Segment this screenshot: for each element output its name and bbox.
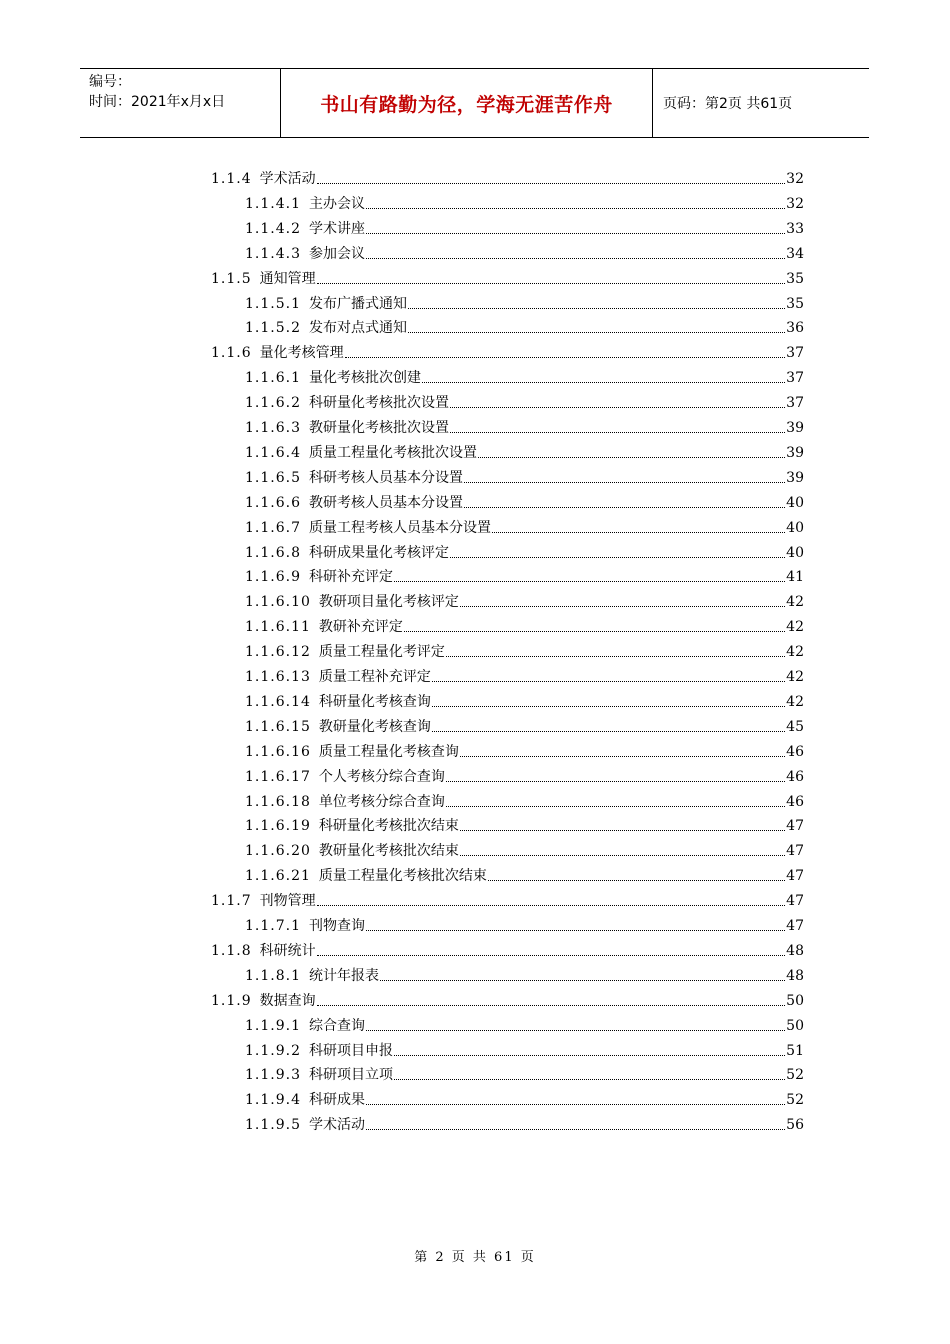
toc-entry[interactable] xyxy=(245,316,804,340)
toc-entry[interactable] xyxy=(245,516,804,540)
toc-entry-page: 42 xyxy=(786,693,804,710)
toc-entry-page: 40 xyxy=(786,544,804,561)
toc-dot-leader xyxy=(432,730,785,732)
toc-entry-title: 教研考核人员基本分设置 xyxy=(308,494,463,511)
toc-entry-title: 科研补充评定 xyxy=(308,569,393,586)
toc-entry-page: 37 xyxy=(786,395,804,412)
toc-entry-title: 科研成果量化考核评定 xyxy=(308,544,449,561)
toc-dot-leader xyxy=(394,1078,785,1080)
toc-entry-number: 1.1.5.2 xyxy=(245,320,301,337)
toc-entry[interactable] xyxy=(245,790,804,814)
toc-dot-leader xyxy=(366,1029,785,1031)
toc-dot-leader xyxy=(446,805,785,807)
toc-entry[interactable] xyxy=(245,765,804,789)
toc-dot-leader xyxy=(432,705,785,707)
toc-entry[interactable] xyxy=(211,267,804,291)
toc-entry-number: 1.1.6 xyxy=(211,345,252,362)
toc-entry-number: 1.1.4.1 xyxy=(245,195,301,212)
toc-entry[interactable] xyxy=(245,1039,804,1063)
toc-entry[interactable] xyxy=(245,416,804,440)
toc-dot-leader xyxy=(492,531,785,533)
toc-entry-page: 51 xyxy=(786,1042,804,1059)
toc-dot-leader xyxy=(366,1103,785,1105)
toc-entry[interactable] xyxy=(211,939,804,963)
toc-dot-leader xyxy=(460,605,785,607)
toc-entry-title: 主办会议 xyxy=(308,195,365,212)
toc-dot-leader xyxy=(460,829,785,831)
toc-dot-leader xyxy=(317,904,786,906)
toc-entry-number: 1.1.9.4 xyxy=(245,1092,301,1109)
toc-entry-title: 教研量化考核批次结束 xyxy=(318,843,459,860)
toc-entry[interactable] xyxy=(245,242,804,266)
toc-entry-number: 1.1.6.10 xyxy=(245,594,311,611)
toc-entry-page: 39 xyxy=(786,469,804,486)
toc-entry-page: 32 xyxy=(786,195,804,212)
toc-entry-number: 1.1.6.16 xyxy=(245,743,311,760)
toc-entry[interactable] xyxy=(245,964,804,988)
toc-entry-page: 47 xyxy=(786,868,804,885)
toc-entry[interactable] xyxy=(245,1088,804,1112)
toc-entry-page: 41 xyxy=(786,569,804,586)
toc-entry-title: 质量工程量化考核批次设置 xyxy=(308,444,477,461)
toc-entry[interactable] xyxy=(245,740,804,764)
toc-entry-page: 37 xyxy=(786,345,804,362)
header-page-info: 页码：第2页 共61页 xyxy=(663,96,793,112)
toc-entry-title: 综合查询 xyxy=(308,1017,365,1034)
toc-dot-leader xyxy=(450,556,785,558)
toc-dot-leader xyxy=(366,232,785,234)
toc-entry-page: 47 xyxy=(786,893,804,910)
toc-entry-title: 质量工程量化考评定 xyxy=(318,644,445,661)
toc-dot-leader xyxy=(404,630,785,632)
toc-entry[interactable] xyxy=(245,441,804,465)
toc-dot-leader xyxy=(317,1004,786,1006)
toc-dot-leader xyxy=(460,854,785,856)
toc-entry[interactable] xyxy=(245,192,804,216)
toc-entry-page: 42 xyxy=(786,619,804,636)
toc-entry-title: 教研量化考核查询 xyxy=(318,718,431,735)
toc-entry-page: 32 xyxy=(786,171,804,187)
toc-entry-title: 统计年报表 xyxy=(308,967,379,984)
toc-entry-page: 34 xyxy=(786,245,804,262)
toc-entry-title: 科研量化考核批次设置 xyxy=(308,395,449,412)
toc-entry[interactable] xyxy=(211,167,804,191)
toc-dot-leader xyxy=(345,356,786,358)
toc-entry[interactable] xyxy=(245,914,804,938)
toc-entry-number: 1.1.6.11 xyxy=(245,619,311,636)
toc-entry-title: 科研统计 xyxy=(259,942,316,959)
toc-dot-leader xyxy=(317,954,786,956)
toc-entry-page: 36 xyxy=(786,320,804,337)
toc-dot-leader xyxy=(460,755,785,757)
toc-dot-leader xyxy=(450,406,785,408)
toc-entry[interactable] xyxy=(245,615,804,639)
toc-entry-number: 1.1.9.2 xyxy=(245,1042,301,1059)
toc-entry-title: 学术活动 xyxy=(259,171,316,187)
toc-entry-number: 1.1.7.1 xyxy=(245,918,301,934)
toc-entry-number: 1.1.9 xyxy=(211,992,252,1009)
toc-entry[interactable] xyxy=(245,565,804,589)
toc-entry-page: 52 xyxy=(786,1067,804,1084)
toc-dot-leader xyxy=(366,257,785,259)
toc-entry[interactable] xyxy=(245,541,804,565)
toc-dot-leader xyxy=(446,655,785,657)
toc-entry-number: 1.1.5 xyxy=(211,270,252,287)
toc-entry-title: 教研补充评定 xyxy=(318,619,403,636)
toc-entry-number: 1.1.6.13 xyxy=(245,669,311,685)
toc-dot-leader xyxy=(478,456,785,458)
toc-entry-page: 42 xyxy=(786,594,804,611)
toc-entry-number: 1.1.6.3 xyxy=(245,420,301,436)
toc-entry-page: 37 xyxy=(786,370,804,387)
toc-entry-number: 1.1.6.14 xyxy=(245,693,311,710)
toc-entry-number: 1.1.6.7 xyxy=(245,519,301,536)
toc-entry[interactable] xyxy=(245,1014,804,1038)
toc-entry-number: 1.1.6.21 xyxy=(245,868,311,885)
toc-entry[interactable] xyxy=(245,217,804,241)
toc-entry-title: 通知管理 xyxy=(259,270,316,287)
toc-entry-number: 1.1.6.8 xyxy=(245,544,301,561)
toc-entry[interactable] xyxy=(245,590,804,614)
toc-entry-number: 1.1.6.12 xyxy=(245,644,311,661)
page-header xyxy=(80,68,869,138)
toc-dot-leader xyxy=(488,879,785,881)
toc-entry-page: 39 xyxy=(786,420,804,436)
toc-dot-leader xyxy=(408,307,785,309)
toc-entry[interactable] xyxy=(245,640,804,664)
toc-dot-leader xyxy=(446,780,785,782)
toc-entry-number: 1.1.6.4 xyxy=(245,444,301,461)
toc-entry-title: 量化考核批次创建 xyxy=(308,370,421,387)
toc-entry-title: 科研项目立项 xyxy=(308,1067,393,1084)
toc-entry-number: 1.1.9.5 xyxy=(245,1117,301,1134)
toc-entry-title: 质量工程补充评定 xyxy=(318,669,431,685)
toc-entry-title: 科研考核人员基本分设置 xyxy=(308,469,463,486)
toc-entry-page: 35 xyxy=(786,295,804,312)
toc-entry-title: 参加会议 xyxy=(308,245,365,262)
toc-dot-leader xyxy=(366,207,785,209)
toc-entry-title: 学术活动 xyxy=(308,1117,365,1134)
toc-dot-leader xyxy=(394,580,785,582)
toc-entry[interactable] xyxy=(245,491,804,515)
toc-entry[interactable] xyxy=(245,864,804,888)
toc-dot-leader xyxy=(464,506,785,508)
page-footer: 第 2 页 共 61 页 xyxy=(414,1250,536,1265)
toc-entry[interactable] xyxy=(245,690,804,714)
toc-entry-page: 35 xyxy=(786,270,804,287)
toc-entry-page: 47 xyxy=(786,843,804,860)
toc-entry-page: 45 xyxy=(786,718,804,735)
toc-entry-title: 科研项目申报 xyxy=(308,1042,393,1059)
toc-entry-title: 单位考核分综合查询 xyxy=(318,793,445,810)
toc-entry-page: 46 xyxy=(786,793,804,810)
toc-entry[interactable] xyxy=(211,341,804,365)
toc-entry-title: 科研成果 xyxy=(308,1092,365,1109)
toc-entry-number: 1.1.4 xyxy=(211,171,252,187)
toc-entry-title: 学术讲座 xyxy=(308,220,365,237)
toc-dot-leader xyxy=(422,381,785,383)
toc-entry-number: 1.1.6.2 xyxy=(245,395,301,412)
toc-entry-page: 40 xyxy=(786,519,804,536)
toc-dot-leader xyxy=(432,680,785,682)
toc-entry-title: 质量工程量化考核批次结束 xyxy=(318,868,487,885)
toc-entry-number: 1.1.9.1 xyxy=(245,1017,301,1034)
toc-dot-leader xyxy=(464,481,785,483)
toc-entry-number: 1.1.9.3 xyxy=(245,1067,301,1084)
document-time-label: 时间：2021年x月x日 xyxy=(89,94,226,110)
toc-entry-page: 46 xyxy=(786,768,804,785)
toc-entry-number: 1.1.6.17 xyxy=(245,768,311,785)
toc-entry-page: 56 xyxy=(786,1117,804,1134)
toc-entry-title: 科研量化考核查询 xyxy=(318,693,431,710)
toc-entry-page: 47 xyxy=(786,818,804,835)
toc-entry-page: 40 xyxy=(786,494,804,511)
toc-entry-page: 39 xyxy=(786,444,804,461)
toc-entry-title: 个人考核分综合查询 xyxy=(318,768,445,785)
toc-entry-number: 1.1.6.15 xyxy=(245,718,311,735)
toc-entry-number: 1.1.8.1 xyxy=(245,967,301,984)
toc-dot-leader xyxy=(450,431,785,433)
toc-entry-number: 1.1.5.1 xyxy=(245,295,301,312)
toc-entry-page: 42 xyxy=(786,669,804,685)
header-meta xyxy=(80,69,281,137)
toc-entry-title: 发布对点式通知 xyxy=(308,320,407,337)
toc-dot-leader xyxy=(366,929,785,931)
toc-entry[interactable] xyxy=(245,466,804,490)
toc-entry-title: 数据查询 xyxy=(259,992,316,1009)
toc-entry-page: 50 xyxy=(786,992,804,1009)
toc-entry-title: 刊物管理 xyxy=(259,893,316,910)
toc-entry[interactable] xyxy=(245,814,804,838)
toc-entry[interactable] xyxy=(245,715,804,739)
toc-entry[interactable] xyxy=(245,391,804,415)
toc-entry-title: 刊物查询 xyxy=(308,918,365,934)
toc-entry[interactable] xyxy=(245,665,804,689)
header-motto: 书山有路勤为径，学海无涯苦作舟 xyxy=(281,69,653,137)
toc-entry-title: 质量工程量化考核查询 xyxy=(318,743,459,760)
toc-entry[interactable] xyxy=(245,366,804,390)
toc-entry-number: 1.1.6.20 xyxy=(245,843,311,860)
toc-entry-title: 发布广播式通知 xyxy=(308,295,407,312)
toc-entry-page: 48 xyxy=(786,942,804,959)
toc-entry-number: 1.1.4.2 xyxy=(245,220,301,237)
toc-entry-page: 46 xyxy=(786,743,804,760)
toc-entry-number: 1.1.6.1 xyxy=(245,370,301,387)
toc-entry-number: 1.1.7 xyxy=(211,893,252,910)
toc-entry[interactable] xyxy=(211,889,804,913)
toc-entry-number: 1.1.6.18 xyxy=(245,793,311,810)
toc-entry-page: 50 xyxy=(786,1017,804,1034)
toc-entry[interactable] xyxy=(245,292,804,316)
toc-entry-page: 52 xyxy=(786,1092,804,1109)
toc-entry-page: 42 xyxy=(786,644,804,661)
toc-dot-leader xyxy=(380,979,785,981)
toc-dot-leader xyxy=(366,1128,785,1130)
toc-entry-title: 量化考核管理 xyxy=(259,345,344,362)
toc-entry-page: 48 xyxy=(786,967,804,984)
toc-entry-page: 33 xyxy=(786,220,804,237)
toc-dot-leader xyxy=(317,282,786,284)
toc-entry-title: 质量工程考核人员基本分设置 xyxy=(308,519,491,536)
toc-entry-title: 教研量化考核批次设置 xyxy=(308,420,449,436)
toc-entry-number: 1.1.6.9 xyxy=(245,569,301,586)
toc-entry-page: 47 xyxy=(786,918,804,934)
toc-entry[interactable] xyxy=(245,839,804,863)
toc-dot-leader xyxy=(394,1054,785,1056)
toc-dot-leader xyxy=(317,182,786,184)
toc-entry[interactable] xyxy=(211,989,804,1013)
toc-entry-number: 1.1.6.19 xyxy=(245,818,311,835)
toc-entry[interactable] xyxy=(245,1113,804,1137)
toc-entry-number: 1.1.6.6 xyxy=(245,494,301,511)
toc-entry-title: 科研量化考核批次结束 xyxy=(318,818,459,835)
toc-entry-number: 1.1.4.3 xyxy=(245,245,301,262)
document-number-label: 编号： xyxy=(89,74,131,90)
toc-entry-title: 教研项目量化考核评定 xyxy=(318,594,459,611)
toc-dot-leader xyxy=(408,331,785,333)
toc-entry[interactable] xyxy=(245,1063,804,1087)
toc-entry-number: 1.1.6.5 xyxy=(245,469,301,486)
toc-entry-number: 1.1.8 xyxy=(211,942,252,959)
